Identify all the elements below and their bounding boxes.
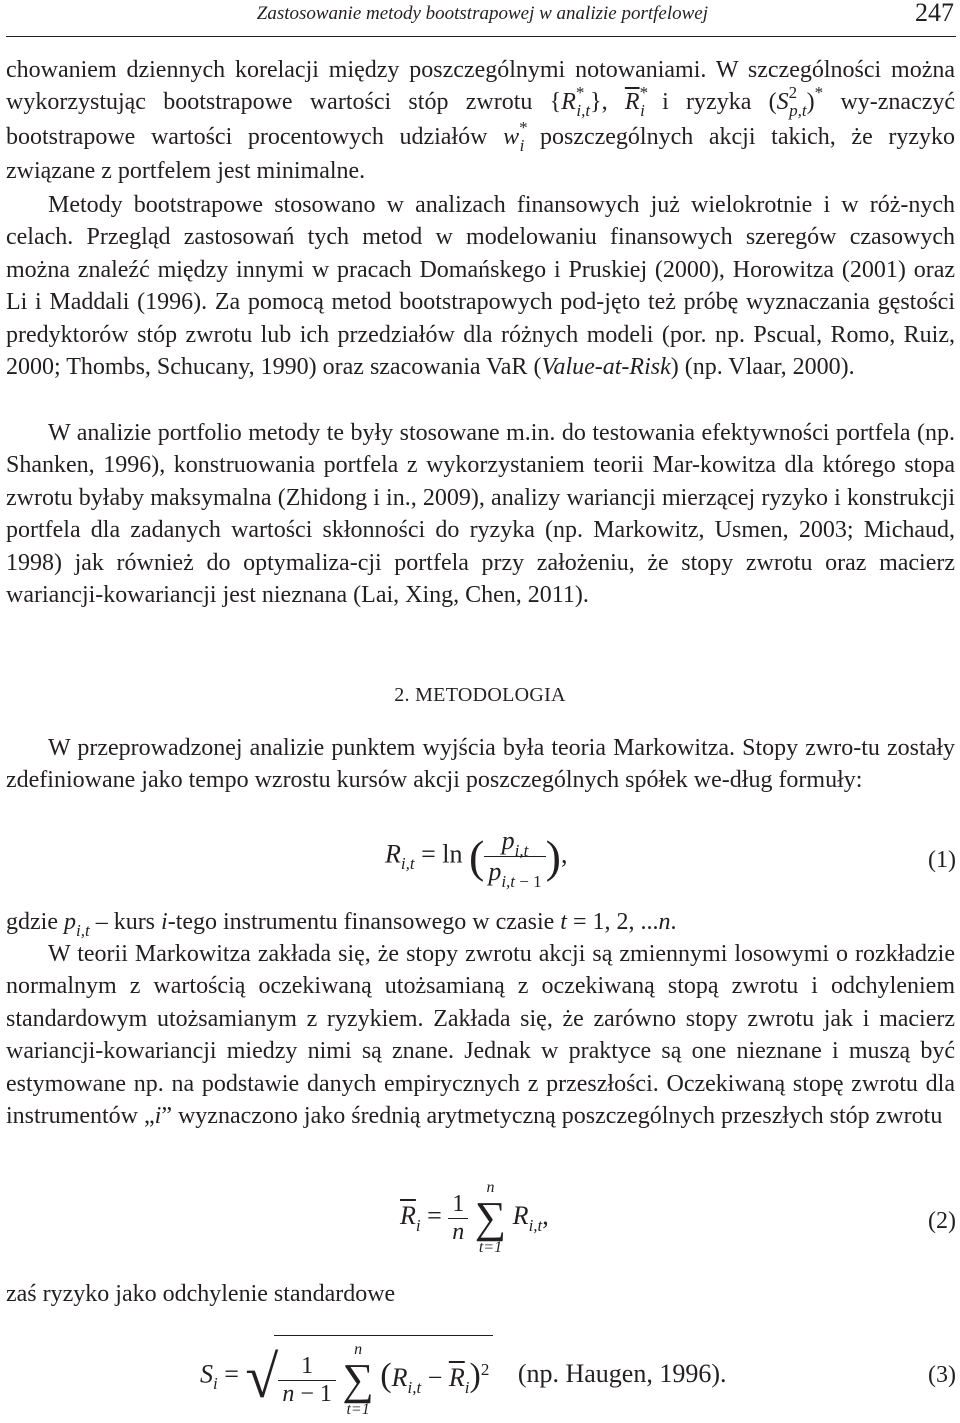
paragraph-3: W analizie portfolio metody te były stosowane m.in. do testowania efektywności portfela (np. Shanken, 1996), konstruowania portfela z wykorzystaniem teorii Mar-kowitza dla którego stopa zwrotu byłaby maksymalna (Zhidong i in., 2009), analizy wariancji mierzącej ryzyko i konstrukcji portfela dla zadanych wartości skłonności do ryzyka (np. Markowitz, Usmen, 2003; Michaud, 1998) jak również do optymaliza-cji portfela przy założeniu, że stopy zwrotu oraz macierz wariancji-kowariancji jest nieznana (Lai, Xing, Chen, 2011). — [6, 420, 955, 609]
paragraph-5: gdzie $p_{i,t}$ – kurs i-tego instrumentu finansowego w czasie t = 1, 2, ...n. — [6, 909, 677, 940]
paragraph-7: zaś ryzyko jako odchylenie standardowe — [6, 1281, 396, 1307]
equation-number-1: (1) — [928, 847, 956, 873]
math-inline-weights: $w^*_i$ — [503, 117, 528, 155]
equation-1: $R_{i,t} = \ln$ ( $\frac{p_{i,t}}{p_{i,t} _{- 1}}$ ), — [385, 826, 568, 891]
equation-2: $\overline{R}_i$ = $\frac{1}{n}$ n ∑ t=1 $R_{i,t}$, — [400, 1179, 549, 1256]
paragraph-6: W teorii Markowitza zakłada się, że stopy zwrotu akcji są zmiennymi losowymi o rozkładzie normalnym z wartością oczekiwaną utożsamianą z oczekiwaną stopą zwrotu i odchyleniem standardowym utożsamianym z ryzykiem. Zakłada się, że zarówno stopy zwrotu jak i macierz wariancji-kowariancji miedzy nimi są znane. Jednak w praktyce są one nieznane i muszą być estymowane np. na podstawie danych empirycznych z przeszłości. Oczekiwaną stopę zwrotu dla instrumentów „i” wyznaczono jako średnią arytmetyczną poszczególnych przeszłych stóp zwrotu — [6, 941, 955, 1130]
section-heading: 2. METODOLOGIA — [394, 684, 566, 706]
equation-number-2: (2) — [928, 1208, 956, 1234]
equation-3: $S_i$ = √ $\frac{1}{n - 1}$ n ∑ t=1 $(R_{i,t} - \overline{R}_i)^2$ (np. Haugen, 1996). — [200, 1335, 727, 1418]
paragraph-2: Metody bootstrapowe stosowano w analizach finansowych już wielokrotnie i w róż-nych celach. Przegląd zastosowań tych metod w modelowaniu finansowych szeregów czasowych można znaleźć między innymi w pracach Domańskego i Pruskiej (2000), Horowitza (2001) oraz Li i Maddali (1996). Za pomocą metod bootstrapowych pod-jęto też próbę wyznaczania gęstości predyktorów stóp zwrotu lub ich przedziałów dla różnych modeli (por. np. Pscual, Romo, Ruiz, 2000; Thombs, Schucany, 1990) oraz szacowania VaR (Value-at-Risk) (np. Vlaar, 2000). — [6, 192, 955, 381]
running-title: Zastosowanie metody bootstrapowej w analizie portfelowej — [256, 3, 708, 24]
equation-number-3: (3) — [928, 1362, 956, 1388]
running-header — [6, 0, 956, 37]
math-inline-returns: $\{R^*_{i,t}\}$, $\overline{R}^*_i$ — [549, 83, 649, 121]
paragraph-4: W przeprowadzonej analizie punktem wyjścia była teoria Markowitza. Stopy zwro-tu zostały zdefiniowane jako tempo wzrostu kursów akcji poszczególnych spółek we-dług formuły: — [6, 735, 955, 794]
page-number: 247 — [915, 0, 954, 27]
paragraph-1: chowaniem dziennych korelacji między poszczególnymi notowaniami. W szczególności można wykorzystując bootstrapowe wartości stóp zwrotu $\{R^*_{i,t}\}$, $\overline{R}^*_i$ i ryzyka $(S^2_{p,t})^*$ wy-znaczyć bootstrapowe wartości procentowych udziałów $w^*_i$ poszczególnych akcji takich, że ryzyko związane z portfelem jest minimalne. — [6, 57, 956, 185]
math-inline-risk: $(S^2_{p,t})^*$ — [768, 83, 824, 121]
